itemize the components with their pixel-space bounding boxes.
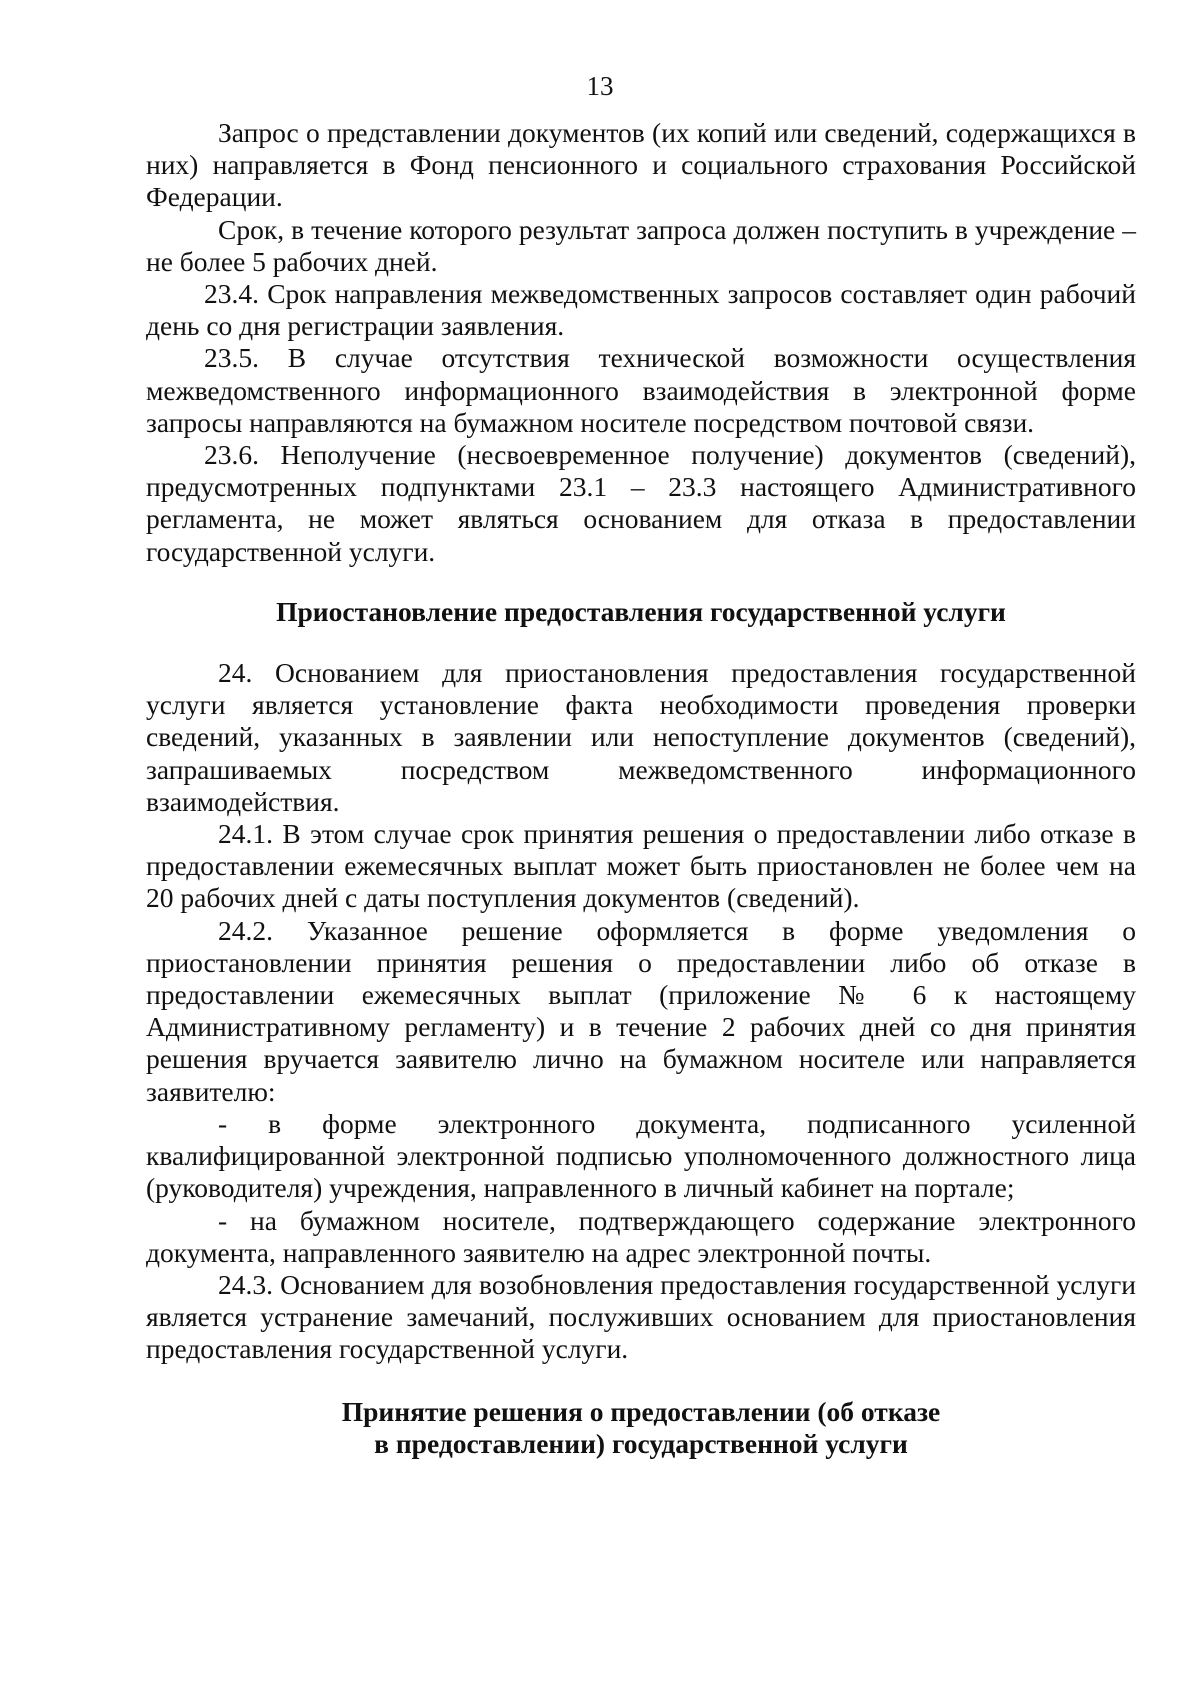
section-title-decision-line2: в предоставлении) государственной услуги xyxy=(374,1427,908,1459)
page-number: 13 xyxy=(586,71,614,101)
section-title-decision-line1: Принятие решения о предоставлении (об отказе xyxy=(341,1395,941,1427)
paragraph-request-fund: Запрос о представлении документов (их копий или сведений, содержащихся в них) направляется в Фонд пенсионного и социального страхования Российской Федерации. xyxy=(146,117,1136,213)
paragraph-24-3: 24.3. Основанием для возобновления предоставления государственной услуги является устранение замечаний, послуживших основанием для приостановления предоставления государственной услуги. xyxy=(146,1268,1136,1365)
list-item-electronic-document: - в форме электронного документа, подписанного усиленной квалифицированной электронной подписью уполномоченного должностного лица (руководителя) учреждения, направленного в личный кабинет на портале; xyxy=(146,1107,1136,1204)
paragraph-23-5: 23.5. В случае отсутствия технической возможности осуществления межведомственного информационного взаимодействия в электронной форме запросы направляются на бумажном носителе посредством почтовой связи. xyxy=(146,342,1136,438)
paragraph-24-2: 24.2. Указанное решение оформляется в форме уведомления о приостановлении принятия решения о предоставлении либо об отказе в предоставлении ежемесячных выплат (приложение № 6 к настоящему Административному регламенту) и в течение 2 рабочих дней со дня принятия решения вручается заявителю лично на бумажном носителе или направляется заявителю: xyxy=(146,914,1136,1107)
paragraph-23-6: 23.6. Неполучение (несвоевременное получение) документов (сведений), предусмотренных подпунктами 23.1 – 23.3 настоящего Административного регламента, не может являться основанием для отказа в предоставлении государственной услуги. xyxy=(146,439,1136,567)
list-item-paper-medium: - на бумажном носителе, подтверждающего содержание электронного документа, направленного заявителю на адрес электронной почты. xyxy=(146,1204,1136,1268)
document-body xyxy=(146,117,1136,1460)
section-title-suspension: Приостановление предоставления государственной услуги xyxy=(276,595,1006,627)
paragraph-request-deadline: Срок, в течение которого результат запроса должен поступить в учреждение – не более 5 рабочих дней. xyxy=(146,213,1136,277)
paragraph-24: 24. Основанием для приостановления предоставления государственной услуги является установление факта необходимости проведения проверки сведений, указанных в заявлении или непоступление документов (сведений), запрашиваемых посредством межведомственного информационного взаимодействия. xyxy=(146,657,1136,817)
paragraph-24-1: 24.1. В этом случае срок принятия решения о предоставлении либо отказе в предоставлении ежемесячных выплат может быть приостановлен не более чем на 20 рабочих дней с даты поступления документов (сведений). xyxy=(146,818,1136,914)
paragraph-23-4: 23.4. Срок направления межведомственных запросов составляет один рабочий день со дня регистрации заявления. xyxy=(146,278,1136,342)
